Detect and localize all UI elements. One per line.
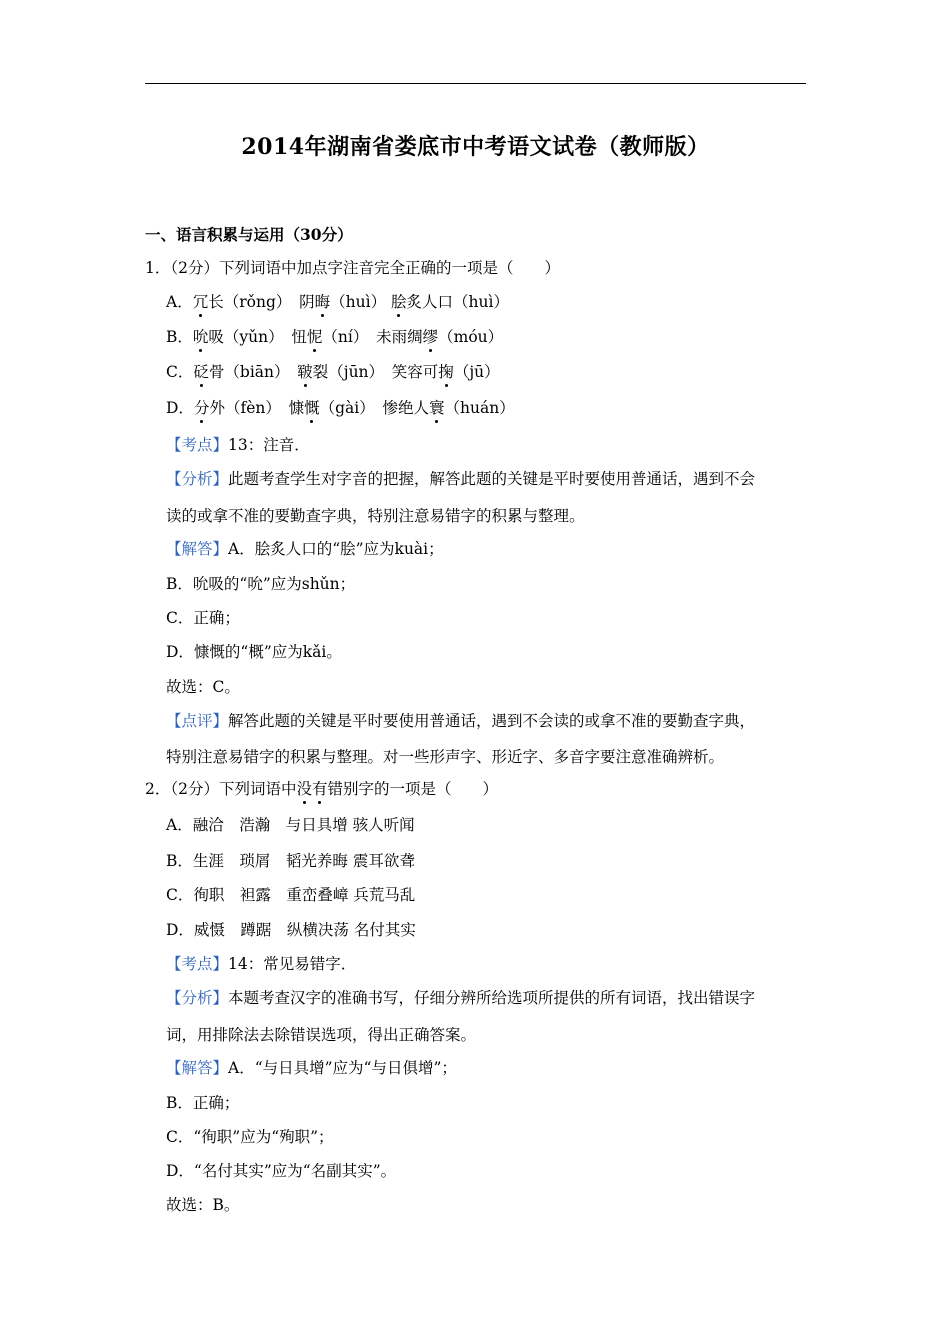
- section-heading: 一、语言积累与运用（30分）: [145, 225, 353, 244]
- q2-answer-c: C．“徇职”应为“殉职”；: [166, 1128, 334, 1146]
- q2-stem: 2．（2分）下列词语中没有错别字的一项是（ ）: [145, 780, 499, 798]
- page-title: 2014年湖南省娄底市中考语文试卷（教师版）: [241, 134, 710, 160]
- q2-final-answer: 故选：B。: [166, 1196, 240, 1214]
- q2-option-b: B．生涯 琐屑 韬光养晦 震耳欲聋: [166, 852, 415, 870]
- q1-kaodian: 【考点】13：注音．: [166, 436, 310, 454]
- q1-option-c: C．砭骨（biān） 皲裂（jūn） 笑容可掬（jū）: [166, 363, 500, 381]
- q2-option-a: A．融洽 浩瀚 与日具增 骇人听闻: [166, 816, 415, 834]
- q2-fenxi-cont: 词，用排除法去除错误选项，得出正确答案。: [166, 1026, 477, 1044]
- q2-option-c: C．徇职 袒露 重峦叠嶂 兵荒马乱: [166, 886, 416, 904]
- q1-option-a: A．冗长（rǒng） 阴晦（huì） 脍炙人口（huì）: [166, 293, 509, 311]
- q1-option-d: D．分外（fèn） 慷慨（gài） 惨绝人寰（huán）: [166, 399, 515, 417]
- q1-fenxi: 【分析】此题考查学生对字音的把握，解答此题的关键是平时要使用普通话，遇到不会: [166, 470, 756, 488]
- q2-answer-b: B．正确；: [166, 1094, 240, 1112]
- q1-dianping-cont: 特别注意易错字的积累与整理。对一些形声字、形近字、多音字要注意准确辨析。: [166, 748, 725, 766]
- q1-fenxi-cont: 读的或拿不准的要勤查字典，特别注意易错字的积累与整理。: [166, 507, 585, 525]
- q1-jieda: 【解答】A．脍炙人口的“脍”应为kuài；: [166, 540, 444, 558]
- q2-jieda: 【解答】A．“与日具增”应为“与日俱增”；: [166, 1059, 457, 1077]
- q2-option-d: D．威慑 蹲踞 纵横决荡 名付其实: [166, 921, 416, 939]
- q1-stem: 1．（2分）下列词语中加点字注音完全正确的一项是（ ）: [145, 259, 560, 277]
- q2-answer-d: D．“名付其实”应为“名副其实”。: [166, 1162, 397, 1180]
- q1-final-answer: 故选：C。: [166, 678, 240, 696]
- q2-fenxi: 【分析】本题考查汉字的准确书写，仔细分辨所给选项所提供的所有词语，找出错误字: [166, 989, 756, 1007]
- q1-dianping: 【点评】解答此题的关键是平时要使用普通话，遇到不会读的或拿不准的要勤查字典，: [166, 712, 756, 730]
- q1-answer-c: C．正确；: [166, 609, 240, 627]
- header-rule: [145, 83, 806, 84]
- q1-answer-b: B．吮吸的“吮”应为shǔn；: [166, 575, 356, 593]
- q2-kaodian: 【考点】14：常见易错字．: [166, 955, 357, 973]
- q1-answer-d: D．慷慨的“概”应为kǎi。: [166, 643, 342, 661]
- q1-option-b: B．吮吸（yǔn） 忸怩（ní） 未雨绸缪（móu）: [166, 328, 504, 346]
